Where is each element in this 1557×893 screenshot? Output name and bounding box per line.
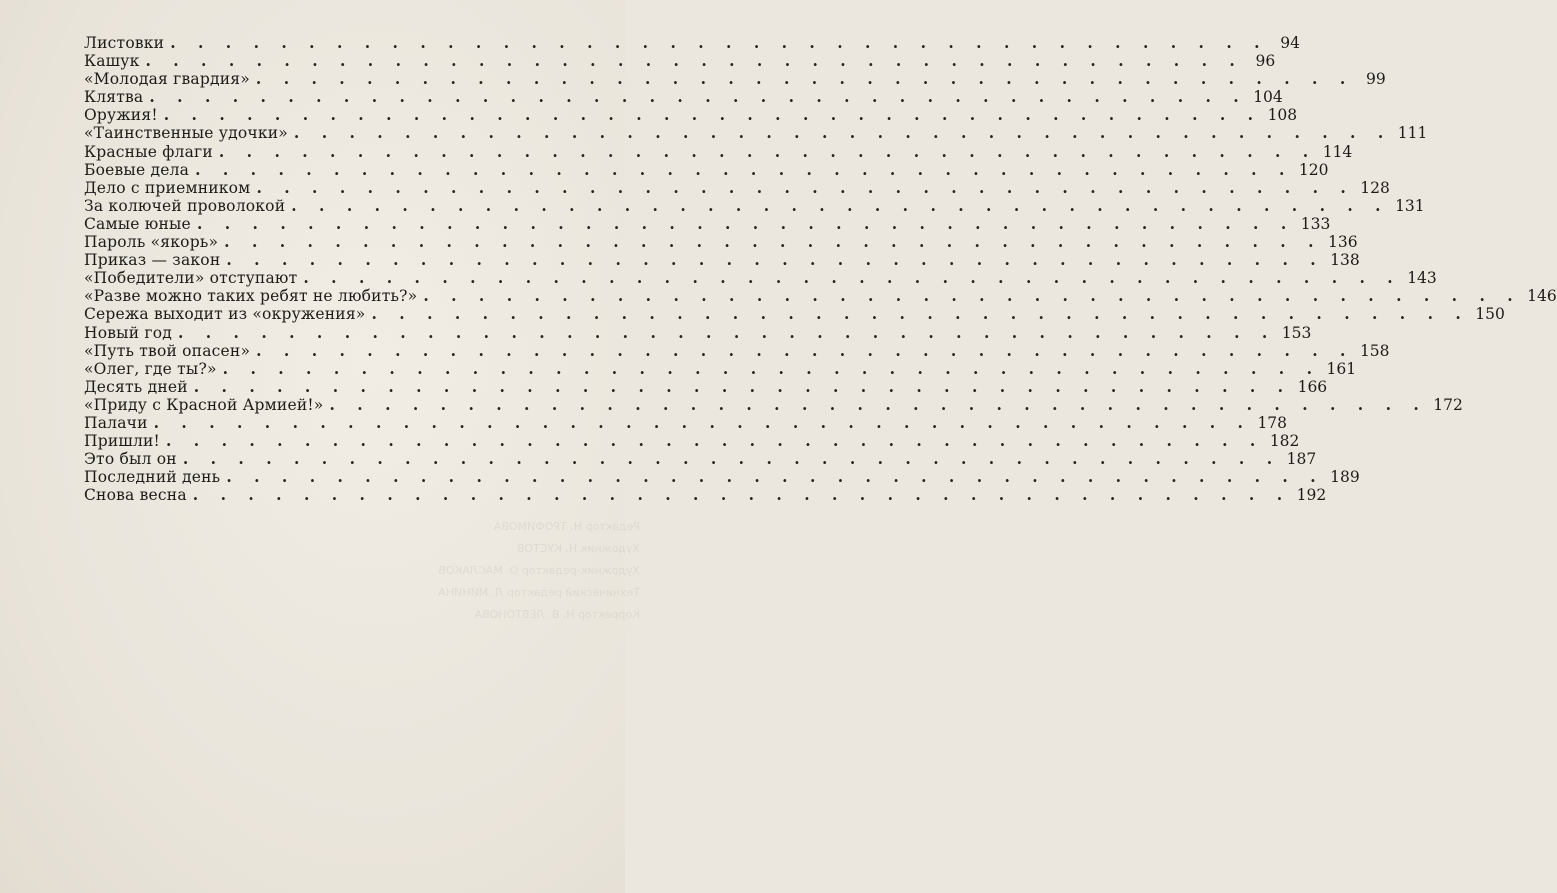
toc-entry-title: «Разве можно таких ребят не любить?»	[84, 287, 418, 306]
toc-entry-page: 131	[1395, 196, 1425, 215]
toc-entry	[84, 177, 1390, 197]
toc-entry-page: 133	[1300, 214, 1331, 233]
toc-leader-dots: . . . . . . . . . . . . . . . . . . . . . . . . . . . . . . . . . . . . . . . .	[329, 394, 1428, 414]
toc-leader-dots: . . . . . . . . . . . . . . . . . . . . . . . . . . . . . . . . . . . . . . . .	[166, 431, 1264, 451]
toc-leader-dots: . . . . . . . . . . . . . . . . . . . . . . . . . . . . . . . . . . . . . . . .	[218, 141, 1317, 161]
toc-entry	[84, 213, 1331, 233]
toc-leader-dots: . . . . . . . . . . . . . . . . . . . . . . . . . . . . . . . . . . . . . . . .	[303, 268, 1402, 288]
toc-entry-title: «Молодая гвардия»	[84, 70, 250, 89]
toc-entry-title: «Олег, где ты?»	[84, 359, 217, 378]
toc-entry-page: 189	[1330, 468, 1360, 487]
toc-leader-dots: . . . . . . . . . . . . . . . . . . . . . . . . . . . . . . . . . . . . . . . .	[196, 213, 1295, 233]
toc-entry-page: 94	[1280, 34, 1301, 52]
toc-entry-title: Новый год	[84, 323, 172, 342]
toc-leader-dots: . . . . . . . . . . . . . . . . . . . . . . . . . . . . . . . . . . . . . . . .	[182, 449, 1281, 469]
toc-leader-dots: . . . . . . . . . . . . . . . . . . . . . . . . . . . . . . . . . . . . . . . .	[145, 51, 1244, 71]
toc-entry	[84, 431, 1300, 451]
toc-entry	[84, 412, 1288, 432]
toc-entry-page: 136	[1327, 233, 1358, 252]
toc-entry	[84, 123, 1428, 143]
toc-entry-title: Снова весна	[84, 486, 187, 505]
toc-entry-page: 187	[1286, 450, 1317, 469]
toc-entry	[84, 394, 1463, 414]
toc-entry-page: 192	[1296, 486, 1327, 505]
toc-entry	[84, 340, 1390, 360]
toc-leader-dots: . . . . . . . . . . . . . . . . . . . . . . . . . . . . . . . . . . . . . . . .	[195, 159, 1293, 179]
toc-entry	[84, 87, 1283, 107]
toc-leader-dots: . . . . . . . . . . . . . . . . . . . . . . . . . . . . . . . . . . . . . . . .	[193, 376, 1292, 396]
toc-entry-title: Это был он	[84, 450, 177, 469]
toc-entry-page: 114	[1322, 142, 1353, 161]
toc-entry-page: 158	[1359, 341, 1390, 360]
toc-entry	[84, 304, 1505, 324]
toc-entry-title: «Приду с Красной Армией!»	[84, 395, 324, 414]
toc-entry	[84, 51, 1276, 71]
toc-leader-dots: . . . . . . . . . . . . . . . . . . . . . . . . . . . . . . . . . . . . . . . .	[255, 69, 1354, 89]
show-through-line: Корректор Н. В. ЛЕВТОНОВА	[474, 608, 640, 621]
toc-entry-title: Кашук	[84, 52, 140, 71]
toc-leader-dots: . . . . . . . . . . . . . . . . . . . . . . . . . . . . . . . . . . . . . . . .	[371, 304, 1470, 324]
toc-entry-page: 96	[1255, 52, 1276, 71]
toc-entry-page: 166	[1297, 377, 1328, 396]
toc-entry	[84, 141, 1353, 161]
toc-entry-page: 161	[1326, 359, 1357, 378]
toc-entry-title: Пришли!	[84, 432, 160, 451]
toc-entry-page: 143	[1407, 269, 1437, 288]
toc-leader-dots: . . . . . . . . . . . . . . . . . . . . . . . . . . . . . . . . . . . . . . . .	[224, 232, 1322, 252]
toc-entry	[84, 376, 1328, 396]
toc-entry-page: 111	[1397, 124, 1428, 143]
toc-entry-title: Клятва	[84, 88, 144, 107]
toc-entry-title: Дело с приемником	[84, 178, 251, 197]
toc-entry-page: 104	[1253, 88, 1283, 107]
toc-entry-title: Десять дней	[84, 377, 188, 396]
toc-leader-dots: . . . . . . . . . . . . . . . . . . . . . . . . . . . . . . . . . . . . . . . .	[293, 123, 1392, 143]
toc-entry-title: За колючей проволокой	[84, 196, 286, 215]
toc-leader-dots: . . . . . . . . . . . . . . . . . . . . . . . . . . . . . . . . . . . . . . . .	[226, 250, 1325, 270]
toc-entry	[84, 485, 1327, 505]
toc-entry-title: Самые юные	[84, 214, 191, 233]
toc-entry	[84, 159, 1329, 179]
toc-leader-dots: . . . . . . . . . . . . . . . . . . . . . . . . . . . . . . . . . . . . . . . .	[256, 177, 1355, 197]
toc-leader-dots: . . . . . . . . . . . . . . . . . . . . . . . . . . . . . . . . . . . . . . . .	[192, 485, 1291, 505]
toc-entry-title: Приказ — закон	[84, 251, 221, 270]
toc-entry-title: «Победители» отступают	[84, 269, 298, 288]
toc-entry	[84, 286, 1557, 306]
toc-entry-title: Последний день	[84, 468, 221, 487]
toc-entry	[84, 322, 1312, 342]
show-through-line: Редактор Н. ТРОФИМОВА	[493, 520, 640, 533]
toc-entry-title: Боевые дела	[84, 160, 190, 179]
toc-entry	[84, 195, 1425, 215]
toc-entry-title: Сережа выходит из «окружения»	[84, 305, 366, 324]
toc-entry	[84, 449, 1317, 469]
toc-entry-page: 120	[1298, 160, 1329, 179]
toc-entry-title: «Таинственные удочки»	[84, 124, 288, 143]
toc-entry-page: 182	[1269, 432, 1300, 451]
toc-entry-page: 178	[1257, 413, 1288, 432]
toc-entry-title: Палачи	[84, 413, 148, 432]
toc-entry-title: Листовки	[84, 34, 165, 52]
toc-entry-page: 150	[1475, 305, 1505, 324]
toc-entry	[84, 105, 1298, 125]
toc-leader-dots: . . . . . . . . . . . . . . . . . . . . . . . . . . . . . . . . . . . . . . . .	[149, 87, 1248, 107]
show-through-line: Художник Н. КУСТОВ	[516, 542, 640, 555]
toc-entry-page: 138	[1330, 251, 1360, 270]
toc-leader-dots: . . . . . . . . . . . . . . . . . . . . . . . . . . . . . . . . . . . . . . . .	[222, 358, 1321, 378]
show-through-line: Технический редактор Л. МИНИНА	[438, 586, 640, 599]
toc-entry	[84, 69, 1386, 89]
toc-entry	[84, 232, 1358, 252]
toc-leader-dots: . . . . . . . . . . . . . . . . . . . . . . . . . . . . . . . . . . . . . . . .	[226, 467, 1325, 487]
toc-entry	[84, 250, 1360, 270]
toc-entry	[84, 358, 1357, 378]
toc-entry-page: 146	[1527, 287, 1557, 306]
table-of-contents	[84, 33, 1557, 505]
toc-entry-page: 153	[1281, 323, 1312, 342]
show-through-text	[240, 520, 640, 630]
toc-entry-page: 172	[1433, 395, 1463, 414]
toc-leader-dots: . . . . . . . . . . . . . . . . . . . . . . . . . . . . . . . . . . . . . . . .	[153, 412, 1252, 432]
toc-entry	[84, 33, 1301, 52]
toc-leader-dots: . . . . . . . . . . . . . . . . . . . . . . . . . . . . . . . . . . . . . . . .	[163, 105, 1262, 125]
toc-entry-title: Оружия!	[84, 106, 158, 125]
toc-entry-title: Красные флаги	[84, 142, 213, 161]
show-through-line: Художник-редактор О. МАСЛАКОВ	[438, 564, 640, 577]
toc-entry-page: 99	[1365, 70, 1386, 89]
toc-leader-dots: . . . . . . . . . . . . . . . . . . . . . . . . . . . . . . . . . . . . . . . .	[291, 195, 1390, 215]
toc-entry	[84, 268, 1437, 288]
toc-entry-title: «Путь твой опасен»	[84, 341, 251, 360]
toc-leader-dots: . . . . . . . . . . . . . . . . . . . . . . . . . . . . . . . . . . . . . . . .	[170, 33, 1269, 52]
toc-entry	[84, 467, 1360, 487]
toc-entry-page: 108	[1267, 106, 1298, 125]
toc-leader-dots: . . . . . . . . . . . . . . . . . . . . . . . . . . . . . . . . . . . . . . . .	[177, 322, 1276, 342]
toc-leader-dots: . . . . . . . . . . . . . . . . . . . . . . . . . . . . . . . . . . . . . . . .	[256, 340, 1354, 360]
toc-entry-page: 128	[1360, 178, 1390, 197]
toc-leader-dots: . . . . . . . . . . . . . . . . . . . . . . . . . . . . . . . . . . . . . . . .	[423, 286, 1522, 306]
toc-entry-title: Пароль «якорь»	[84, 233, 219, 252]
